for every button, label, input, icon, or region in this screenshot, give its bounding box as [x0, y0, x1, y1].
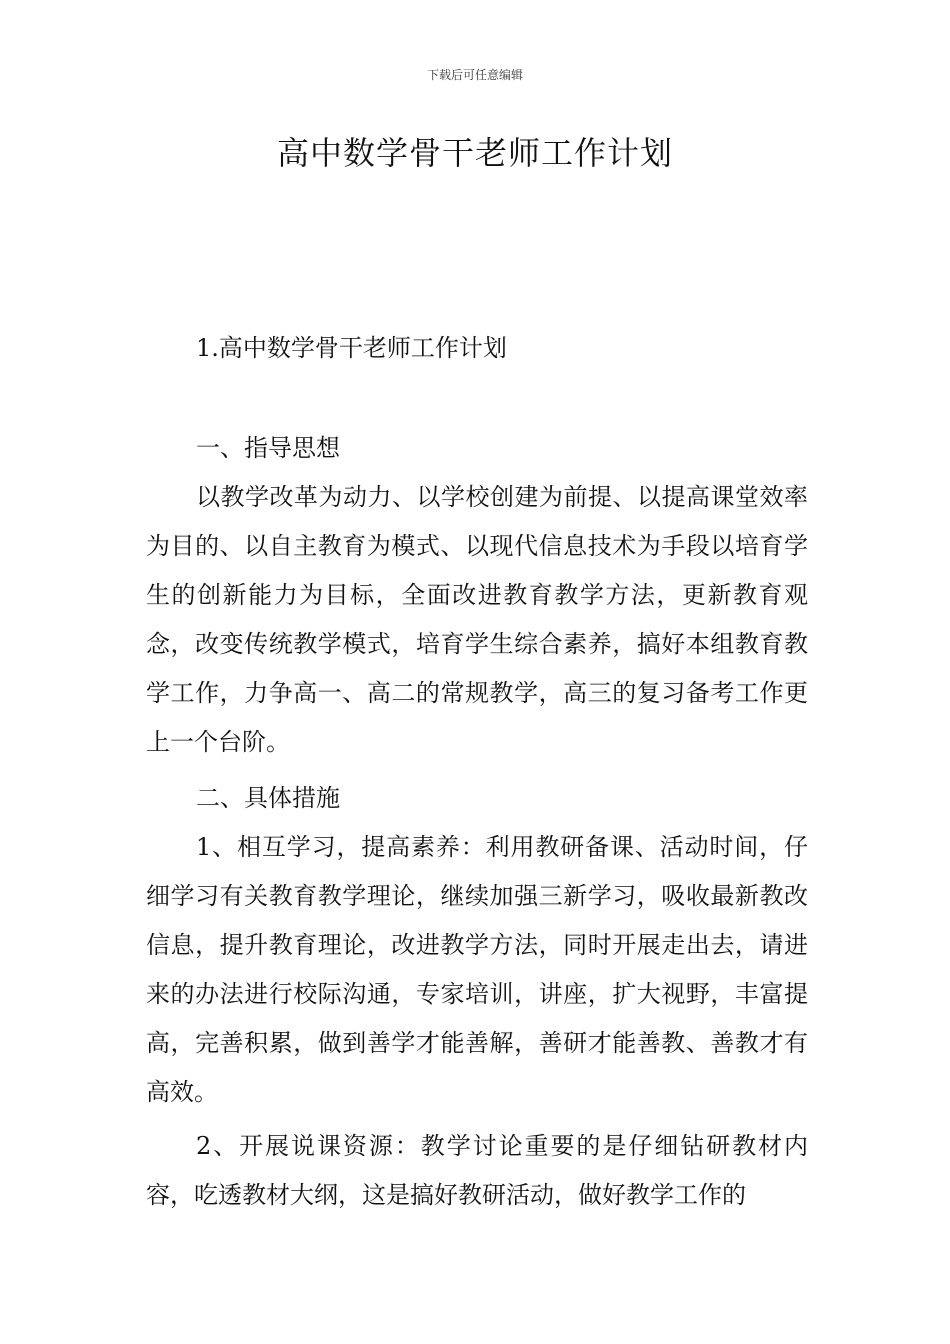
- subtitle: 1.高中数学骨干老师工作计划: [196, 334, 507, 362]
- section1-paragraph: 以教学改革为动力、以学校创建为前提、以提高课堂效率为目的、以自主教育为模式、以现代信息技术为手段以培育学生的创新能力为目标，全面改进教育教学方法，更新教育观念，改变传统教学模式，培育学生综合素养，搞好本组教育教学工作，力争高一、高二的常规教学，高三的复习备考工作更上一个台阶。: [146, 483, 808, 756]
- section2-heading: 二、具体措施: [196, 784, 340, 812]
- document-title: 高中数学骨干老师工作计划: [276, 134, 673, 172]
- item1-paragraph: 1、相互学习，提高素养：利用教研备课、活动时间，仔细学习有关教育教学理论，继续加强三新学习，吸收最新教改信息，提升教育理论，改进教学方法，同时开展走出去，请进来的办法进行校际沟通，专家培训，讲座，扩大视野，丰富提高，完善积累，做到善学才能善解，善研才能善教、善教才有高效。: [146, 833, 808, 1106]
- section1-heading: 一、指导思想: [196, 434, 340, 462]
- item2-paragraph: 2、开展说课资源：教学讨论重要的是仔细钻研教材内容，吃透教材大纲，这是搞好教研活动，做好教学工作的: [146, 1132, 808, 1209]
- header-note: 下载后可任意编辑: [426, 68, 523, 82]
